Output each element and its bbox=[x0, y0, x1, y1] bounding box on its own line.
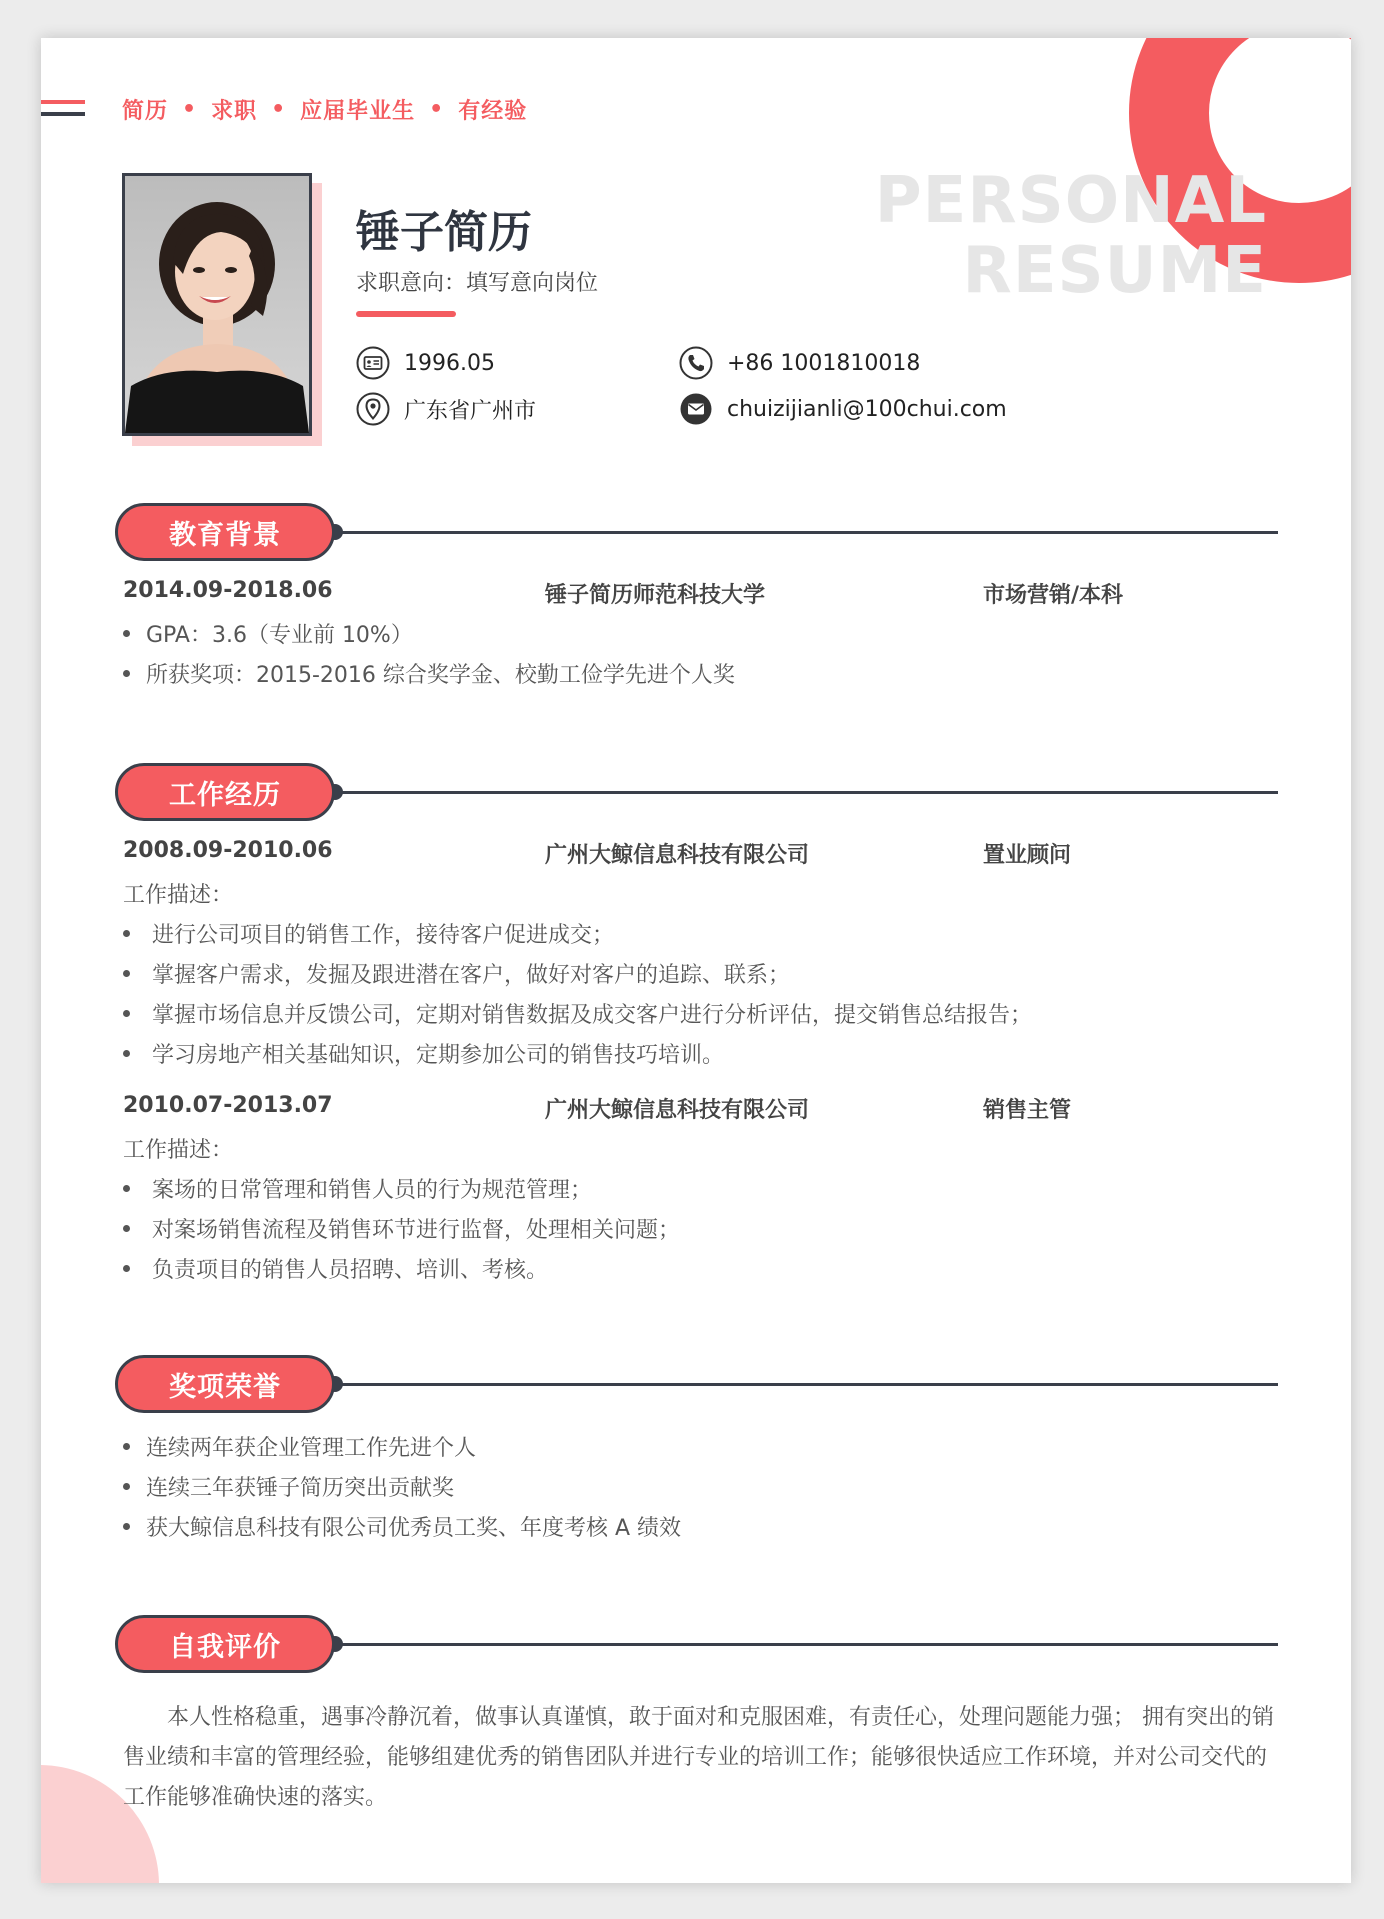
list-item bbox=[123, 998, 1032, 1029]
list-item bbox=[123, 958, 790, 989]
education-major: 市场营销/本科 bbox=[983, 583, 1124, 608]
job-desc-label: 工作描述： bbox=[123, 1138, 234, 1163]
bullet bbox=[123, 1483, 130, 1490]
job-company: 广州大鲸信息科技有限公司 bbox=[545, 1098, 810, 1123]
section-title: 工作经历 bbox=[115, 763, 335, 821]
bullet bbox=[123, 1225, 130, 1232]
section-divider bbox=[337, 1643, 1278, 1646]
contact-email bbox=[679, 392, 1007, 426]
top-tags bbox=[122, 94, 527, 125]
job-desc-label: 工作描述： bbox=[123, 883, 234, 908]
location-pin-icon bbox=[356, 392, 390, 426]
education-period: 2014.09-2018.06 bbox=[123, 578, 333, 603]
bullet bbox=[123, 1443, 130, 1450]
phone-icon bbox=[679, 346, 713, 380]
section-title: 奖项荣誉 bbox=[115, 1355, 335, 1413]
list-item bbox=[123, 1253, 548, 1284]
job-period: 2010.07-2013.07 bbox=[123, 1093, 333, 1118]
job-role: 置业顾问 bbox=[983, 843, 1072, 868]
list-item bbox=[123, 1213, 680, 1244]
list-item-text: 掌握市场信息并反馈公司，定期对销售数据及成交客户进行分析评估，提交销售总结报告； bbox=[152, 1003, 1033, 1028]
section-header-self bbox=[115, 1615, 1278, 1673]
list-item-text: 案场的日常管理和销售人员的行为规范管理； bbox=[152, 1178, 593, 1203]
section-header-work bbox=[115, 763, 1278, 821]
name-underline bbox=[356, 311, 456, 317]
bullet bbox=[123, 1185, 130, 1192]
list-item-text: GPA：3.6（专业前 10%） bbox=[146, 623, 413, 648]
phone-number: +86 1001810018 bbox=[727, 350, 921, 376]
id-card-icon bbox=[356, 346, 390, 380]
list-item bbox=[123, 1038, 724, 1069]
birth-date: 1996.05 bbox=[404, 350, 495, 376]
self-evaluation-text: 本人性格稳重，遇事冷静沉着，做事认真谨慎，敢于面对和克服困难，有责任心，处理问题能力强； 拥有突出的销售业绩和丰富的管理经验，能够组建优秀的销售团队并进行专业的培训工作；能够很快适应工作环境，并对公司交代的工作能够准确快速的落实。 bbox=[123, 1705, 1274, 1810]
profile-photo bbox=[122, 173, 312, 436]
list-item bbox=[123, 1431, 476, 1462]
bullet bbox=[123, 1265, 130, 1272]
list-item bbox=[123, 618, 413, 649]
list-item-text: 学习房地产相关基础知识，定期参加公司的销售技巧培训。 bbox=[152, 1043, 725, 1068]
section-divider bbox=[337, 1383, 1278, 1386]
list-item bbox=[123, 1471, 454, 1502]
list-item bbox=[123, 1173, 592, 1204]
location-text: 广东省广州市 bbox=[404, 398, 537, 424]
section-divider bbox=[337, 531, 1278, 534]
list-item-text: 所获奖项：2015-2016 综合奖学金、校勤工俭学先进个人奖 bbox=[146, 663, 735, 688]
section-header-awards bbox=[115, 1355, 1278, 1413]
envelope-icon bbox=[679, 392, 713, 426]
list-item-text: 获大鲸信息科技有限公司优秀员工奖、年度考核 A 绩效 bbox=[146, 1516, 682, 1541]
watermark bbox=[875, 166, 1267, 306]
job-company: 广州大鲸信息科技有限公司 bbox=[545, 843, 810, 868]
contact-location bbox=[356, 392, 536, 426]
section-header-education bbox=[115, 503, 1278, 561]
job-period: 2008.09-2010.06 bbox=[123, 838, 333, 863]
watermark-line: RESUME bbox=[962, 234, 1267, 308]
bullet bbox=[123, 630, 130, 637]
tag-separator: • bbox=[429, 97, 445, 122]
list-item-text: 负责项目的销售人员招聘、培训、考核。 bbox=[152, 1258, 549, 1283]
section-title: 自我评价 bbox=[115, 1615, 335, 1673]
list-item bbox=[123, 658, 735, 689]
corner-accent-bar bbox=[41, 100, 85, 104]
list-item-text: 连续三年获锤子简历突出贡献奖 bbox=[146, 1476, 455, 1501]
job-role: 销售主管 bbox=[983, 1098, 1072, 1123]
tag: 有经验 bbox=[458, 99, 528, 124]
contact-phone bbox=[679, 346, 920, 380]
list-item-text: 对案场销售流程及销售环节进行监督，处理相关问题； bbox=[152, 1218, 681, 1243]
tag: 应届毕业生 bbox=[300, 99, 416, 124]
education-school: 锤子简历师范科技大学 bbox=[545, 583, 766, 608]
email-text: chuizijianli@100chui.com bbox=[727, 396, 1007, 422]
bullet bbox=[123, 1523, 130, 1530]
bullet bbox=[123, 670, 130, 677]
list-item-text: 进行公司项目的销售工作，接待客户促进成交； bbox=[152, 923, 615, 948]
bullet bbox=[123, 1050, 130, 1057]
job-intention: 求职意向：填写意向岗位 bbox=[356, 271, 599, 296]
resume-page bbox=[41, 38, 1351, 1883]
tag-separator: • bbox=[271, 97, 287, 122]
bullet bbox=[123, 930, 130, 937]
corner-dark-bar bbox=[41, 112, 85, 116]
list-item bbox=[123, 1511, 681, 1542]
contact-birth bbox=[356, 346, 495, 380]
list-item-text: 连续两年获企业管理工作先进个人 bbox=[146, 1436, 477, 1461]
bullet bbox=[123, 970, 130, 977]
portrait-illustration bbox=[125, 176, 309, 433]
list-item bbox=[123, 918, 614, 949]
section-divider bbox=[337, 791, 1278, 794]
tag-separator: • bbox=[182, 97, 198, 122]
watermark-line: PERSONAL bbox=[874, 164, 1267, 238]
bullet bbox=[123, 1010, 130, 1017]
tag: 求职 bbox=[211, 99, 258, 124]
tag: 简历 bbox=[122, 99, 169, 124]
list-item-text: 掌握客户需求，发掘及跟进潜在客户，做好对客户的追踪、联系； bbox=[152, 963, 791, 988]
section-title: 教育背景 bbox=[115, 503, 335, 561]
candidate-name: 锤子简历 bbox=[356, 207, 532, 258]
